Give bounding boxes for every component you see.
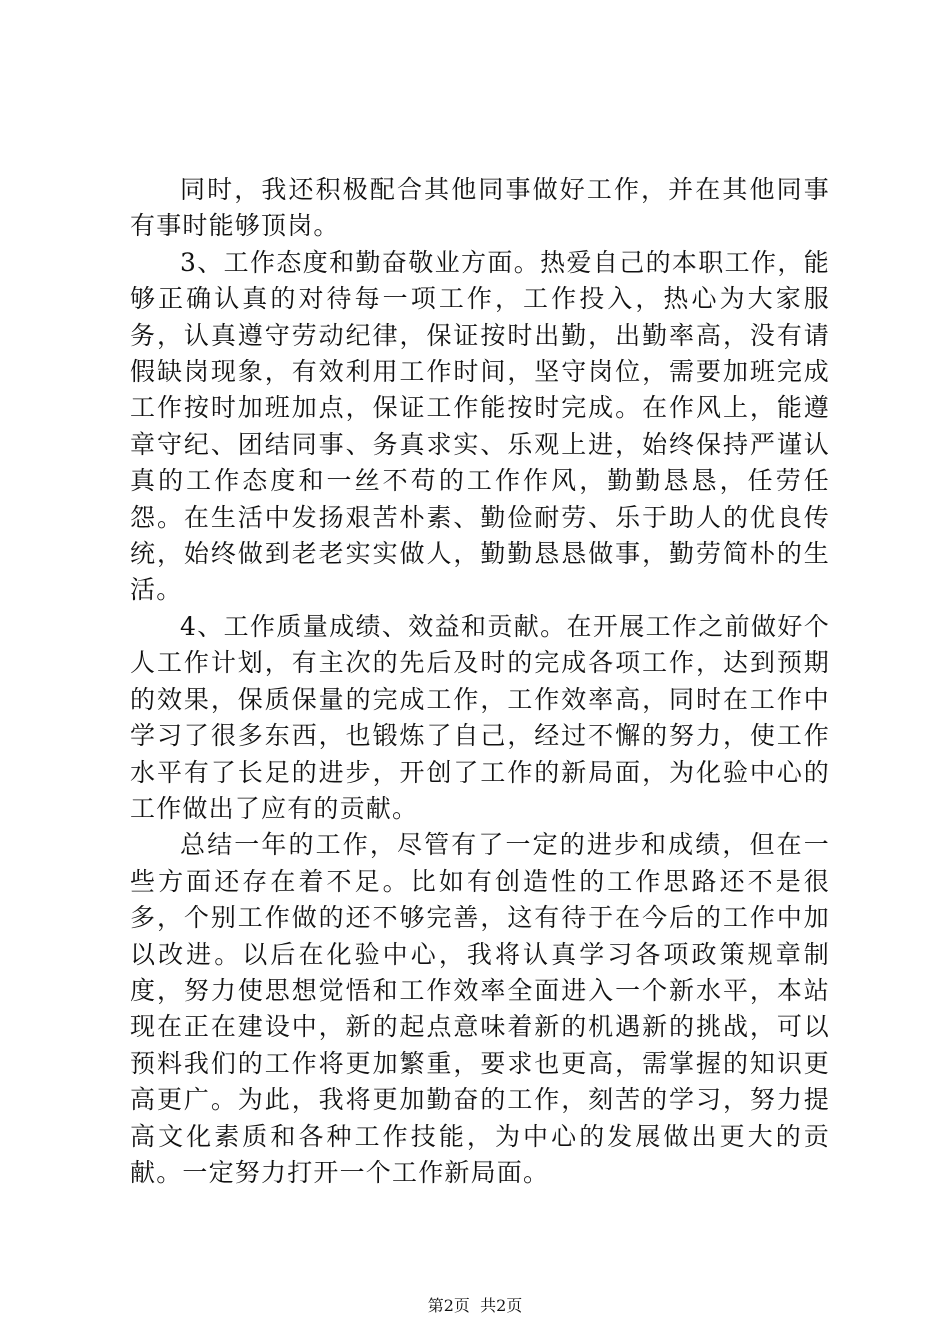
paragraph-work-quality: 4、工作质量成绩、效益和贡献。在开展工作之前做好个人工作计划，有主次的先后及时的完成各项工作，达到预期的效果，保质保量的完成工作，工作效率高，同时在工作中学习了很多东西，也锻炼了自己，经过不懈的努力，使工作水平有了长足的进步，开创了工作的新局面，为化验中心的工作做出了应有的贡献。 [130, 611, 830, 823]
paragraph-summary: 总结一年的工作，尽管有了一定的进步和成绩，但在一些方面还存在着不足。比如有创造性的工作思路还不是很多，个别工作做的还不够完善，这有待于在今后的工作中加以改进。以后在化验中心，我将认真学习各项政策规章制度，努力使思想觉悟和工作效率全面进入一个新水平，本站现在正在建设中，新的起点意味着新的机遇新的挑战，可以预料我们的工作将更加繁重，要求也更高，需掌握的知识更高更广。为此，我将更加勤奋的工作，刻苦的学习，努力提高文化素质和各种工作技能，为中心的发展做出更大的贡献。一定努力打开一个工作新局面。 [130, 830, 830, 1187]
page-footer [0, 1296, 950, 1316]
document-body [130, 172, 830, 1191]
paragraph-work-attitude: 3、工作态度和勤奋敬业方面。热爱自己的本职工作，能够正确认真的对待每一项工作，工作投入，热心为大家服务，认真遵守劳动纪律，保证按时出勤，出勤率高，没有请假缺岗现象，有效利用工作时间，坚守岗位，需要加班完成工作按时加班加点，保证工作能按时完成。在作风上，能遵章守纪、团结同事、务真求实、乐观上进，始终保持严谨认真的工作态度和一丝不苟的工作作风，勤勤恳恳，任劳任怨。在生活中发扬艰苦朴素、勤俭耐劳、乐于助人的优良传统，始终做到老老实实做人，勤勤恳恳做事，勤劳简朴的生活。 [130, 247, 830, 605]
paragraph-continuation: 同时，我还积极配合其他同事做好工作，并在其他同事有事时能够顶岗。 [130, 175, 830, 241]
page-number-label: 第2页 共2页 [427, 1296, 523, 1315]
